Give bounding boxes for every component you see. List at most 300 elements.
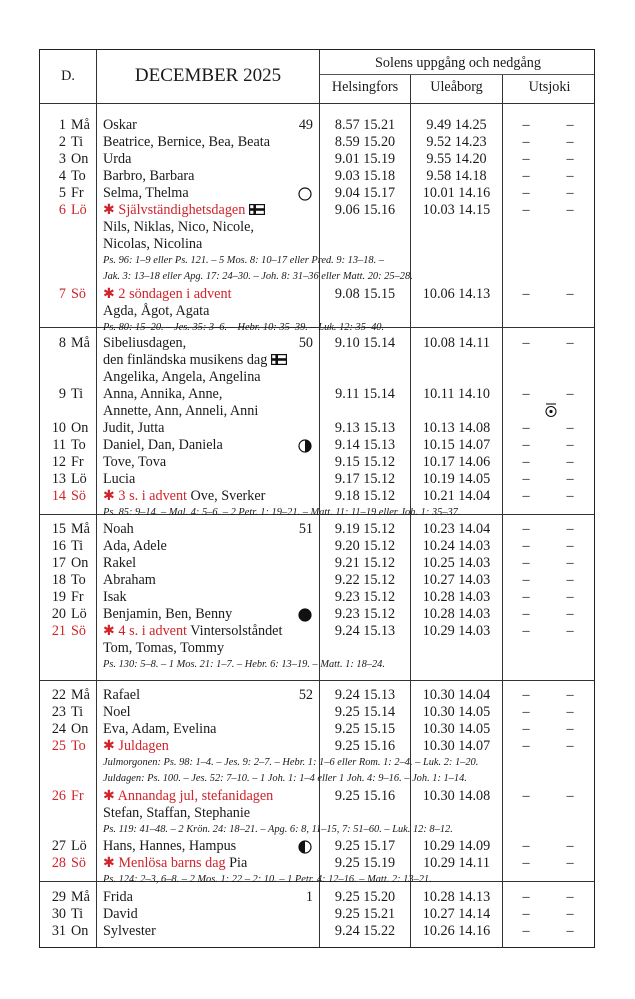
uleaborg-sun-times: 10.30 14.08: [422, 787, 491, 804]
name-day-text: [103, 889, 133, 906]
utsjoki-sunset: –: [566, 687, 574, 703]
utsjoki-sunset: –: [566, 454, 574, 470]
name-day-text: [103, 640, 224, 657]
helsingfors-sun-times: 9.25 15.19: [334, 854, 396, 871]
name-day-text: [103, 623, 282, 640]
utsjoki-sunset: –: [566, 704, 574, 720]
name-day-text: [103, 386, 222, 403]
name-day-text: [103, 471, 135, 488]
uleaborg-sun-times: 10.29 14.03: [422, 623, 491, 639]
name-day-text: [103, 738, 169, 755]
weekday: To: [71, 437, 86, 453]
weekday: To: [71, 572, 86, 588]
names: Vintersolståndet: [187, 623, 283, 639]
names: Barbro, Barbara: [103, 168, 195, 184]
week-number: 50: [298, 335, 313, 351]
month-title: DECEMBER 2025: [134, 65, 282, 86]
day-number: 26: [51, 787, 66, 804]
helsingfors-sun-times: 9.17 15.12: [334, 471, 396, 487]
name-day-text: [103, 721, 216, 738]
name-day-text: [103, 454, 166, 471]
utsjoki-sunset: –: [566, 738, 574, 754]
utsjoki-sunrise: –: [522, 134, 530, 150]
utsjoki-sunset: –: [566, 335, 574, 351]
names: Hans, Hannes, Hampus: [103, 837, 237, 854]
name-day-text: [103, 805, 250, 822]
weekday: To: [71, 168, 86, 184]
uleaborg-sun-times: 10.15 14.07: [422, 437, 491, 453]
names: Sylvester: [103, 923, 156, 939]
names: Beatrice, Bernice, Bea, Beata: [103, 134, 271, 150]
holiday-name: ✱ Annandag jul, stefanidagen: [103, 787, 274, 804]
utsjoki-sunrise: –: [522, 538, 530, 554]
names: Benjamin, Ben, Benny: [103, 606, 233, 622]
utsjoki-sunrise: –: [522, 437, 530, 453]
name-day-text: [103, 488, 265, 505]
weekday: On: [71, 420, 89, 436]
day-number: 19: [51, 589, 66, 605]
utsjoki-sunset: –: [566, 168, 574, 184]
names: Frida: [103, 889, 133, 905]
helsingfors-sun-times: 9.25 15.16: [334, 738, 396, 754]
utsjoki-sunset: –: [566, 606, 574, 622]
helsingfors-sun-times: 8.59 15.20: [334, 134, 396, 150]
day-number: 10: [51, 420, 66, 436]
uleaborg-sun-times: 10.08 14.11: [423, 335, 490, 351]
names: Lucia: [103, 471, 136, 487]
day-number: 7: [58, 285, 66, 302]
holiday-name: ✱ Menlösa barns dag: [103, 854, 226, 871]
name-day-text: [103, 589, 127, 606]
day-number: 27: [51, 837, 66, 854]
names: Pia: [225, 854, 248, 871]
week-number: 51: [298, 521, 313, 537]
name-day-text: [103, 352, 287, 369]
uleaborg-sun-times: 10.19 14.05: [422, 471, 491, 487]
names: Tom, Tomas, Tommy: [103, 640, 225, 656]
weekday: Fr: [71, 787, 84, 804]
scripture-reference: Ps. 96: 1–9 eller Ps. 121. – 5 Mos. 8: 10–17 eller Pred. 9: 13–18. –: [103, 255, 384, 266]
weekday: Fr: [71, 589, 84, 605]
utsjoki-sunset: –: [566, 134, 574, 150]
name-day-text: [103, 335, 186, 352]
utsjoki-sunset: –: [566, 437, 574, 453]
uleaborg-sun-times: 10.23 14.04: [422, 521, 491, 537]
uleaborg-sun-times: 9.52 14.23: [426, 134, 487, 150]
uleaborg-sun-times: 9.49 14.25: [426, 117, 487, 133]
weekday: Lö: [71, 471, 87, 487]
names: Eva, Adam, Evelina: [103, 721, 217, 737]
names: Oskar: [103, 117, 137, 133]
day-number: 30: [51, 906, 66, 922]
weekday: Må: [71, 889, 90, 905]
day-number: 29: [51, 889, 66, 905]
utsjoki-sunrise: –: [522, 721, 530, 737]
name-day-text: [103, 923, 156, 940]
helsingfors-sun-times: 9.06 15.16: [334, 202, 396, 218]
utsjoki-sunset: –: [566, 151, 574, 167]
uleaborg-sun-times: 10.30 14.05: [422, 721, 491, 737]
uleaborg-sun-times: 10.28 14.03: [422, 606, 491, 622]
uleaborg-sun-times: 10.30 14.04: [422, 687, 491, 703]
uleaborg-sun-times: 10.30 14.05: [422, 704, 491, 720]
utsjoki-sunrise: –: [522, 185, 530, 201]
name-day-text: [103, 303, 209, 320]
helsingfors-sun-times: 9.25 15.16: [334, 787, 396, 804]
name-day-text: [103, 286, 232, 303]
utsjoki-sunset: –: [566, 572, 574, 588]
uleaborg-sun-times: 9.58 14.18: [426, 168, 487, 184]
finnish-flag-icon: [271, 353, 287, 370]
helsingfors-sun-times: 9.11 15.14: [335, 386, 395, 402]
day-number: 5: [58, 185, 66, 201]
day-number: 18: [51, 572, 66, 588]
weekday: Må: [71, 117, 90, 133]
utsjoki-sunset: –: [566, 386, 574, 402]
uleaborg-sun-times: 10.25 14.03: [422, 555, 491, 571]
holiday-name: ✱ 3 s. i advent: [103, 488, 187, 504]
weekday: Sö: [71, 623, 86, 639]
day-number: 17: [51, 555, 66, 571]
week-number: 52: [298, 687, 313, 703]
header-rule: [40, 103, 594, 104]
helsingfors-sun-times: 9.15 15.12: [334, 454, 396, 470]
day-number: 3: [58, 151, 66, 167]
utsjoki-sunset: –: [566, 787, 574, 804]
weekday: Sö: [71, 488, 86, 504]
utsjoki-sunset: –: [566, 906, 574, 922]
names: Nicolas, Nicolina: [103, 236, 203, 252]
helsingfors-sun-times: 9.25 15.17: [334, 837, 396, 854]
name-day-text: [103, 538, 167, 555]
calendar-table: [39, 49, 595, 948]
utsjoki-sunrise: –: [522, 285, 530, 302]
helsingfors-sun-times: 9.19 15.12: [334, 521, 396, 537]
names: Rakel: [103, 555, 137, 571]
name-day-text: [103, 521, 134, 538]
full-moon-icon: [298, 187, 312, 206]
helsingfors-sun-times: 9.10 15.14: [334, 335, 396, 351]
utsjoki-sunrise: –: [522, 420, 530, 436]
helsingfors-sun-times: 9.08 15.15: [334, 285, 396, 302]
uleaborg-sun-times: 10.29 14.09: [422, 837, 491, 854]
utsjoki-sunset: –: [566, 285, 574, 302]
uleaborg-sun-times: 10.13 14.08: [422, 420, 491, 436]
name-day-text: [103, 168, 194, 185]
utsjoki-sunset: –: [566, 185, 574, 201]
holiday-name: ✱ Självständighetsdagen: [103, 202, 246, 218]
utsjoki-sunrise: –: [522, 854, 530, 871]
scripture-reference: Julmorgonen: Ps. 98: 1–4. – Jes. 9: 2–7. – Hebr. 1: 1–6 eller Rom. 1: 2–4. – Luk. 2: 1–20.: [103, 757, 479, 768]
name-day-text: [103, 788, 273, 805]
helsingfors-sun-times: 9.24 15.22: [334, 923, 396, 939]
utsjoki-sunrise: –: [522, 168, 530, 184]
scripture-reference: Juldagen: Ps. 100. – Jes. 52: 7–10. – 1 Joh. 1: 1–4 eller 1 Joh. 4: 9–16. – Joh. 1: 1–14.: [103, 773, 467, 785]
day-number: 12: [51, 454, 66, 470]
day-number: 8: [58, 335, 66, 351]
utsjoki-sunset: –: [566, 538, 574, 554]
utsjoki-sunrise: –: [522, 471, 530, 487]
day-number: 2: [58, 134, 66, 150]
helsingfors-sun-times: 9.21 15.12: [334, 555, 396, 571]
city-utsjoki: Utsjoki: [528, 79, 571, 95]
helsingfors-sun-times: 9.13 15.13: [334, 420, 396, 436]
utsjoki-sunset: –: [566, 721, 574, 737]
helsingfors-sun-times: 9.23 15.12: [334, 589, 396, 605]
sun-times-title: Solens uppgång och nedgång: [375, 55, 541, 71]
uleaborg-sun-times: 10.03 14.15: [422, 202, 491, 218]
uleaborg-sun-times: 10.06 14.13: [422, 285, 491, 302]
names: Abraham: [103, 572, 156, 588]
day-number: 1: [58, 117, 66, 133]
name-day-text: [103, 572, 156, 589]
name-day-text: [103, 838, 236, 855]
names: Rafael: [103, 687, 141, 703]
names: David: [103, 906, 138, 922]
weekday: Må: [71, 521, 90, 537]
city-uleaborg: Uleåborg: [430, 79, 483, 95]
day-number: 6: [58, 202, 66, 218]
day-number: 23: [51, 704, 66, 720]
weekday: Ti: [71, 386, 84, 402]
column-rule-uleaborg: [502, 75, 503, 947]
name-day-text: [103, 117, 137, 134]
column-rule-day: [96, 50, 97, 947]
utsjoki-sunset: –: [566, 488, 574, 504]
scripture-reference: Ps. 124: 2–3, 6–8. – 2 Mos. 1: 22 – 2: 10. – 1 Petr. 4: 12–16. – Matt. 2: 13–21.: [103, 873, 432, 885]
day-number: 25: [51, 738, 66, 754]
finnish-flag-icon: [249, 203, 265, 220]
utsjoki-sunrise: –: [522, 521, 530, 537]
helsingfors-sun-times: 9.25 15.15: [334, 721, 396, 737]
utsjoki-sunrise: –: [522, 488, 530, 504]
uleaborg-sun-times: 10.26 14.16: [422, 923, 491, 939]
weekday: On: [71, 923, 89, 939]
name-day-text: [103, 606, 232, 623]
names: Sibeliusdagen,: [103, 335, 187, 351]
weekday: Må: [71, 335, 90, 351]
weekday: Ti: [71, 134, 84, 150]
week-separator: [40, 680, 594, 681]
helsingfors-sun-times: 9.14 15.13: [334, 437, 396, 453]
weekday: Ti: [71, 906, 84, 922]
week-number: 1: [305, 889, 313, 905]
uleaborg-sun-times: 9.55 14.20: [426, 151, 487, 167]
utsjoki-sunset: –: [566, 117, 574, 133]
weekday: To: [71, 738, 86, 754]
uleaborg-sun-times: 10.27 14.03: [422, 572, 491, 588]
utsjoki-sunset: –: [566, 202, 574, 218]
names: Noah: [103, 521, 134, 537]
helsingfors-sun-times: 9.24 15.13: [334, 623, 396, 639]
utsjoki-sunrise: –: [522, 589, 530, 605]
weekday: Fr: [71, 185, 84, 201]
utsjoki-sunrise: –: [522, 202, 530, 218]
names: Annette, Ann, Anneli, Anni: [103, 403, 259, 419]
helsingfors-sun-times: 9.25 15.20: [334, 889, 396, 905]
new-moon-icon: [298, 608, 312, 627]
weekday: Sö: [71, 285, 86, 302]
helsingfors-sun-times: 9.22 15.12: [334, 572, 396, 588]
utsjoki-sunrise: –: [522, 623, 530, 639]
weekday: Fr: [71, 454, 84, 470]
helsingfors-sun-times: 9.01 15.19: [334, 151, 396, 167]
utsjoki-sunrise: –: [522, 606, 530, 622]
name-day-text: [103, 403, 258, 420]
names: den finländska musikens dag: [103, 352, 268, 368]
names: Anna, Annika, Anne,: [103, 386, 223, 402]
uleaborg-sun-times: 10.28 14.03: [422, 589, 491, 605]
weekday: On: [71, 151, 89, 167]
utsjoki-sunset: –: [566, 420, 574, 436]
city-helsingfors: Helsingfors: [331, 79, 399, 95]
weekday: On: [71, 721, 89, 737]
names: Ada, Adele: [103, 538, 167, 554]
name-day-text: [103, 219, 254, 236]
helsingfors-sun-times: 9.25 15.14: [334, 704, 396, 720]
utsjoki-sunrise: –: [522, 454, 530, 470]
names: Angelika, Angela, Angelina: [103, 369, 261, 385]
names: Daniel, Dan, Daniela: [103, 437, 223, 453]
utsjoki-sunset: –: [566, 889, 574, 905]
day-number: 28: [51, 854, 66, 871]
holiday-name: ✱ Juldagen: [103, 738, 169, 754]
uleaborg-sun-times: 10.30 14.07: [422, 738, 491, 754]
uleaborg-sun-times: 10.24 14.03: [422, 538, 491, 554]
name-day-text: [103, 185, 189, 202]
utsjoki-sunrise: –: [522, 335, 530, 351]
names: Urda: [103, 151, 132, 167]
day-number: 9: [58, 386, 66, 402]
day-number: 11: [52, 437, 66, 453]
utsjoki-sunrise: –: [522, 151, 530, 167]
helsingfors-sun-times: 9.20 15.12: [334, 538, 396, 554]
names: Stefan, Staffan, Stephanie: [103, 804, 251, 821]
day-number: 20: [51, 606, 66, 622]
utsjoki-sunrise: –: [522, 555, 530, 571]
weekday: Ti: [71, 704, 84, 720]
day-number: 16: [51, 538, 66, 554]
utsjoki-sunrise: –: [522, 117, 530, 133]
uleaborg-sun-times: 10.01 14.16: [422, 185, 491, 201]
utsjoki-sunrise: –: [522, 906, 530, 922]
scripture-reference: Ps. 130: 5–8. – 1 Mos. 21: 1–7. – Hebr. 6: 13–19. – Matt. 1: 18–24.: [103, 659, 385, 670]
scripture-reference: Jak. 3: 13–18 eller Apg. 17: 24–30. – Joh. 8: 31–36 eller Matt. 20: 25–28.: [103, 271, 413, 283]
uleaborg-sun-times: 10.29 14.11: [423, 854, 490, 871]
utsjoki-sunrise: –: [522, 787, 530, 804]
helsingfors-sun-times: 9.04 15.17: [334, 185, 396, 201]
weekday: Lö: [71, 606, 87, 622]
utsjoki-sunrise: –: [522, 572, 530, 588]
name-day-text: [103, 420, 164, 437]
utsjoki-sunset: –: [566, 923, 574, 939]
names: Ove, Sverker: [187, 488, 266, 504]
utsjoki-sunrise: –: [522, 837, 530, 854]
name-day-text: [103, 369, 261, 386]
day-number: 14: [51, 488, 66, 504]
week-number: 49: [298, 117, 313, 133]
weekday: Lö: [71, 202, 87, 218]
uleaborg-sun-times: 10.11 14.10: [423, 386, 490, 402]
helsingfors-sun-times: 9.18 15.12: [334, 488, 396, 504]
utsjoki-sunset: –: [566, 589, 574, 605]
helsingfors-sun-times: 9.24 15.13: [334, 687, 396, 703]
utsjoki-sunset: –: [566, 555, 574, 571]
day-number: 13: [51, 471, 66, 487]
names: Selma, Thelma: [103, 185, 189, 201]
day-number: 15: [51, 521, 66, 537]
weekday: Lö: [71, 837, 87, 854]
day-number: 4: [58, 168, 66, 184]
uleaborg-sun-times: 10.21 14.04: [422, 488, 491, 504]
day-column-header: D.: [61, 68, 75, 84]
utsjoki-sunrise: –: [522, 738, 530, 754]
name-day-text: [103, 202, 265, 219]
weekday: Sö: [71, 854, 86, 871]
name-day-text: [103, 151, 131, 168]
utsjoki-sunrise: –: [522, 889, 530, 905]
utsjoki-sunset: –: [566, 471, 574, 487]
names: Agda, Ågot, Agata: [103, 302, 210, 319]
names: Isak: [103, 589, 127, 605]
helsingfors-sun-times: 8.57 15.21: [334, 117, 396, 133]
holiday-name: ✱ 2 söndagen i advent: [103, 285, 232, 302]
utsjoki-sunrise: –: [522, 923, 530, 939]
utsjoki-sunset: –: [566, 521, 574, 537]
name-day-text: [103, 855, 247, 872]
weekday: Må: [71, 687, 90, 703]
last-quarter-moon-icon: [298, 840, 312, 859]
utsjoki-sunrise: –: [522, 687, 530, 703]
name-day-text: [103, 555, 136, 572]
names: Judit, Jutta: [103, 420, 165, 436]
names: Nils, Niklas, Nico, Nicole,: [103, 219, 254, 235]
utsjoki-sunset: –: [566, 854, 574, 871]
first-quarter-moon-icon: [298, 439, 312, 458]
name-day-text: [103, 687, 140, 704]
utsjoki-sunrise: –: [522, 386, 530, 402]
helsingfors-sun-times: 9.03 15.18: [334, 168, 396, 184]
sun-below-horizon-icon: [544, 402, 558, 423]
names: Tove, Tova: [103, 454, 167, 470]
utsjoki-sunset: –: [566, 623, 574, 639]
name-day-text: [103, 906, 138, 923]
sun-header-rule: [320, 74, 594, 75]
uleaborg-sun-times: 10.28 14.13: [422, 889, 491, 905]
scripture-reference: Ps. 85: 9–14. – Mal. 4: 5–6. – 2 Petr. 1: 19–21. – Matt. 11: 11–19 eller Joh. 1: 35–37.: [103, 507, 461, 518]
day-number: 21: [51, 623, 66, 639]
scripture-reference: Ps. 80: 15–20. – Jes. 35: 3–6. – Hebr. 10: 35–39. – Luk. 12: 35–40.: [103, 321, 385, 333]
helsingfors-sun-times: 9.25 15.21: [334, 906, 396, 922]
name-day-text: [103, 134, 270, 151]
name-day-text: [103, 704, 131, 721]
day-number: 22: [51, 687, 66, 703]
weekday: On: [71, 555, 89, 571]
helsingfors-sun-times: 9.23 15.12: [334, 606, 396, 622]
uleaborg-sun-times: 10.17 14.06: [422, 454, 491, 470]
utsjoki-sunset: –: [566, 837, 574, 854]
names: Noel: [103, 704, 131, 720]
utsjoki-sunrise: –: [522, 704, 530, 720]
holiday-name: ✱ 4 s. i advent: [103, 623, 187, 639]
weekday: Ti: [71, 538, 84, 554]
name-day-text: [103, 437, 223, 454]
name-day-text: [103, 236, 202, 253]
day-number: 24: [51, 721, 66, 737]
day-number: 31: [51, 923, 66, 939]
uleaborg-sun-times: 10.27 14.14: [422, 906, 491, 922]
scripture-reference: Ps. 119: 41–48. – 2 Krön. 24: 18–21. – Apg. 6: 8, 11–15, 7: 51–60. – Luk. 12: 8–12.: [103, 823, 453, 835]
